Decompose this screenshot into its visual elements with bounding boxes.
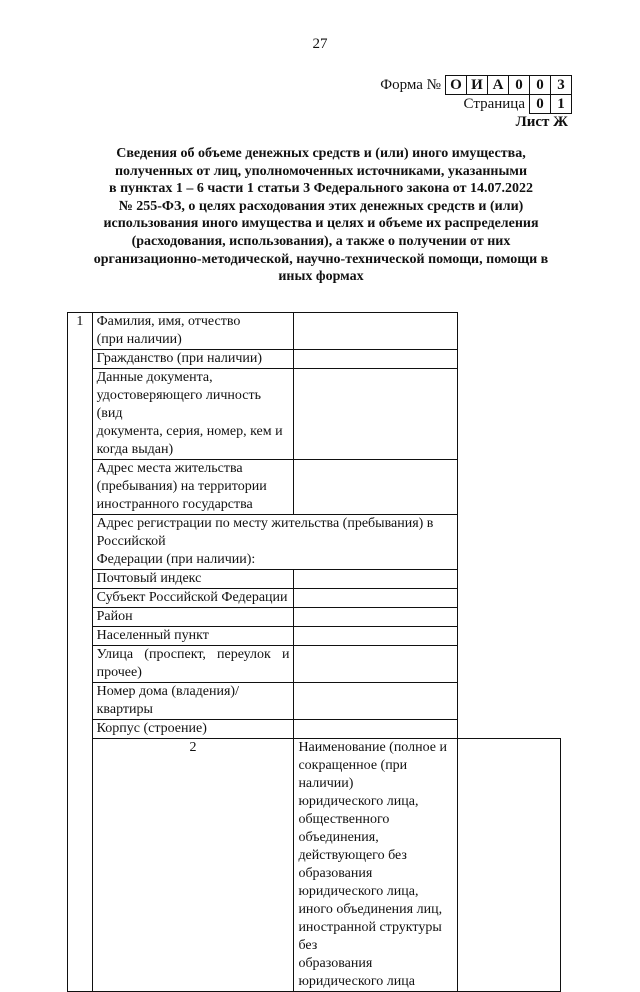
house-label: Номер дома (владения)/квартиры — [92, 683, 294, 720]
field-line: юридического лица, общественного — [298, 794, 419, 827]
table-row — [68, 646, 561, 683]
table-row — [68, 369, 561, 460]
field-line: иностранной структуры без — [298, 920, 442, 953]
document-title — [72, 145, 570, 286]
field-line: объединения, действующего без — [298, 830, 407, 863]
title-line: в пунктах 1 – 6 части 1 статьи 3 Федерального закона от 14.07.2022 — [109, 181, 533, 197]
title-line: использования иного имущества и целях и объеме их распределения — [103, 216, 539, 232]
field-line: прочее) — [96, 665, 142, 680]
street-word: Улица — [96, 647, 134, 662]
form-code-cell: 3 — [557, 77, 565, 93]
field-line: образования юридического лица, — [298, 866, 419, 899]
table-row — [68, 350, 561, 369]
subject-label: Субъект Российской Федерации — [92, 589, 294, 608]
foreign-address-label — [92, 460, 294, 515]
document-value[interactable] — [294, 369, 458, 460]
page-digit-cell: 0 — [530, 95, 551, 113]
citizenship-label: Гражданство (при наличии) — [92, 350, 294, 369]
postal-code-label: Почтовый индекс — [92, 570, 294, 589]
form-number — [380, 75, 572, 95]
section-number: 1 — [68, 313, 93, 992]
field-line: сокращенное (при наличии) — [298, 758, 408, 791]
ru-address-header — [92, 515, 458, 570]
table-row — [68, 313, 561, 350]
title-line: иных формах — [278, 269, 364, 285]
title-line: № 255-ФЗ, о целях расходования этих денежных средств и (или) — [118, 198, 524, 214]
organization-name-label — [294, 739, 458, 992]
field-line: Наименование (полное и — [298, 740, 447, 755]
section-number: 2 — [92, 739, 294, 992]
street-line — [97, 646, 290, 664]
page-counter — [464, 94, 572, 114]
document-label — [92, 369, 294, 460]
title-line: Сведения об объеме денежных средств и (или) иного имущества, — [116, 146, 526, 161]
field-line: Адрес места жительства — [96, 461, 243, 476]
fio-label — [92, 313, 294, 350]
form-code-cell: А — [488, 76, 509, 94]
street-value[interactable] — [294, 646, 458, 683]
field-line: когда выдан) — [96, 442, 174, 457]
page-number: 27 — [312, 36, 328, 52]
citizenship-value[interactable] — [294, 350, 458, 369]
page-counter-label: Страница — [463, 95, 525, 112]
table-row — [68, 589, 561, 608]
street-label — [92, 646, 294, 683]
field-line: образования юридического лица — [298, 956, 415, 989]
district-value[interactable] — [294, 608, 458, 627]
field-line: иного объединения лиц, — [298, 902, 443, 917]
form-code-cell: И — [467, 76, 488, 94]
info-table — [67, 312, 561, 992]
district-label: Район — [92, 608, 294, 627]
table-row — [68, 627, 561, 646]
postal-code-value[interactable] — [294, 570, 458, 589]
table-row — [68, 460, 561, 515]
foreign-address-value[interactable] — [294, 460, 458, 515]
building-label: Корпус (строение) — [92, 720, 294, 739]
house-value[interactable] — [294, 683, 458, 720]
form-code-cell: 0 — [509, 76, 530, 94]
locality-label: Населенный пункт — [92, 627, 294, 646]
street-word: переулок — [217, 647, 271, 662]
form-code-cell: О — [446, 76, 467, 94]
title-line: организационно-методической, научно-технической помощи, помощи в — [93, 251, 549, 267]
field-line: Фамилия, имя, отчество — [96, 314, 241, 329]
table-row — [68, 570, 561, 589]
field-line: (пребывания) на территории — [96, 479, 267, 494]
table-row — [68, 739, 561, 992]
field-line: (при наличии) — [96, 332, 182, 347]
building-value[interactable] — [294, 720, 458, 739]
table-row — [68, 608, 561, 627]
page-digit-cell: 1 — [557, 96, 565, 112]
page-digit-cells — [529, 94, 572, 114]
title-line: (расходования, использования), а также о получении от них — [131, 233, 511, 249]
field-line: Адрес регистрации по месту жительства (пребывания) в Российской — [96, 516, 434, 549]
form-code-cell: 0 — [530, 76, 551, 94]
fio-value[interactable] — [294, 313, 458, 350]
field-line: удостоверяющего личность (вид — [96, 388, 261, 421]
locality-value[interactable] — [294, 627, 458, 646]
form-code-cells — [445, 75, 572, 95]
title-line: полученных от лиц, уполномоченных источниками, указанными — [114, 163, 528, 179]
field-line: Данные документа, — [96, 370, 213, 385]
table-row — [68, 515, 561, 570]
subject-value[interactable] — [294, 589, 458, 608]
table-row — [68, 720, 561, 739]
table-row — [68, 683, 561, 720]
form-number-label: Форма № — [380, 76, 441, 93]
street-word: (проспект, — [144, 647, 206, 662]
field-line: Федерации (при наличии): — [96, 552, 256, 567]
field-line: документа, серия, номер, кем и — [96, 424, 283, 439]
sheet-label: Лист Ж — [515, 114, 568, 130]
organization-name-value[interactable] — [458, 739, 561, 992]
street-word: и — [281, 647, 290, 662]
field-line: иностранного государства — [96, 497, 253, 512]
